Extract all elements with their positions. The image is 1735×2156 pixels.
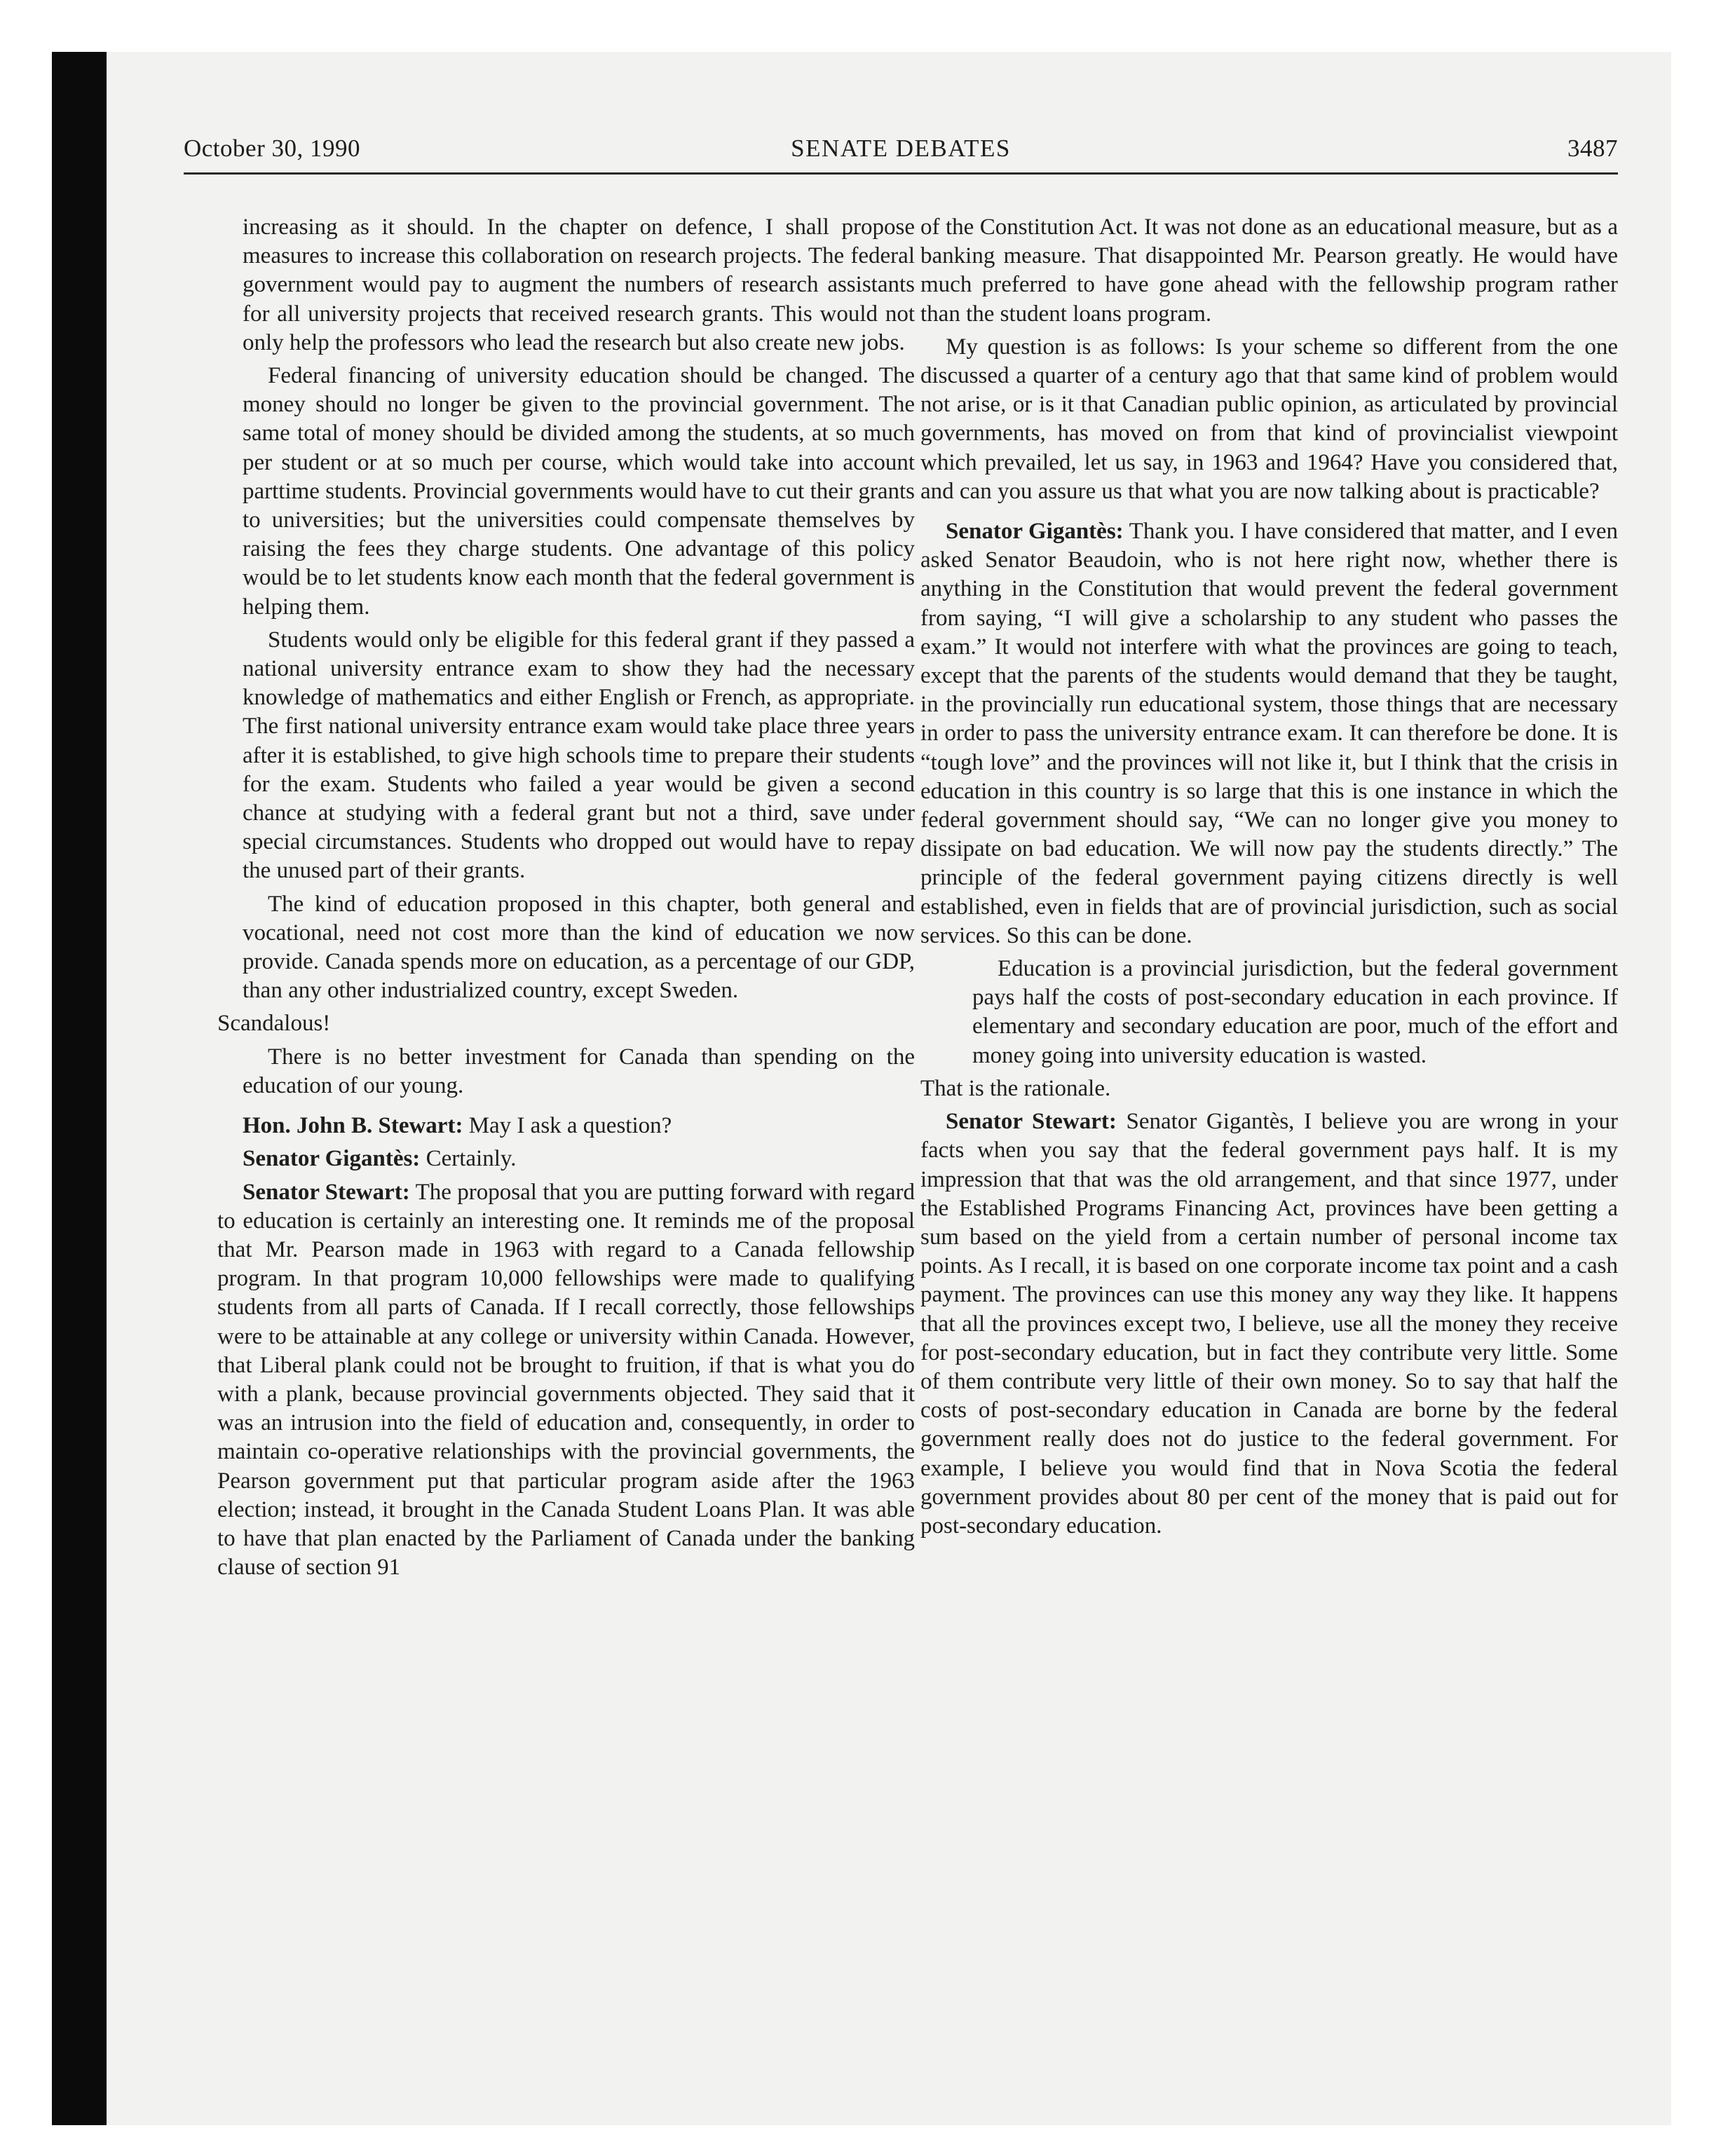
header-date: October 30, 1990 [184, 135, 360, 162]
quote-paragraph: Education is a provincial jurisdiction, but the federal government pays half the costs of post-secondary education in each province. If elementary and secondary education are poor, much of the effort and money going into university education is wasted. [972, 956, 1618, 1068]
paragraph: increasing as it should. In the chapter on defence, I shall propose measures to increase this collaboration on research projects. The federal government would pay to augment the numbers of research assistants for all university projects that received research grants. This would not only help the professors who lead the research but also create new jobs. [243, 214, 915, 355]
speech-paragraph [217, 1145, 915, 1173]
speech-text: Certainly. [420, 1146, 517, 1172]
paragraph: Students would only be eligible for this federal grant if they passed a national university entrance exam to show they had the necessary knowledge of mathematics and either English or French, as appropriate. The first national university entrance exam would take place three years after it is established, to give high schools time to prepare their students for the exam. Students who failed a year would be given a second chance at studying with a federal grant but not a third, save under special circumstances. Students who dropped out would have to repay the unused part of their grants. [243, 627, 915, 884]
paragraph: The kind of education proposed in this chapter, both general and vocational, need not cost more than the kind of education we now provide. Canada spends more on education, as a percentage of our GDP, than any other industrialized country, except Sweden. [243, 891, 915, 1004]
block-quote [920, 955, 1618, 1070]
paragraph: My question is as follows: Is your scheme so different from the one discussed a quarter of a century ago that that same kind of problem would not arise, or is it that Canadian public opinion, as articulated by provincial governments, has moved on from that kind of provincialist viewpoint which prevailed, let us say, in 1963 and 1964? Have you considered that, and can you assure us that what you are now talking about is practicable? [920, 334, 1618, 504]
speaker-name: Senator Stewart: [946, 1109, 1117, 1135]
interjection: Scandalous! [217, 1011, 331, 1037]
paragraph: That is the rationale. [920, 1075, 1111, 1101]
speaker-name: Senator Stewart: [243, 1179, 410, 1205]
speaker-name: Hon. John B. Stewart: [243, 1113, 463, 1139]
speaker-name: Senator Gigantès: [946, 519, 1124, 545]
right-column [920, 213, 1618, 1541]
scan-binding-edge [52, 52, 107, 2125]
speech-paragraph [920, 517, 1618, 950]
page-header [184, 132, 1618, 175]
speech-paragraph [920, 1107, 1618, 1541]
speaker-name: Senator Gigantès: [243, 1146, 421, 1172]
paragraph: Federal financing of university education should be changed. The money should no longer be given to the provincial government. The same total of money should be divided among the students, at so much per student or at so much per course, which would take into account parttime students. Provincial governments would have to cut their grants to universities; but the universities could compensate themselves by raising the fees they charge students. One advantage of this policy would be to let students know each month that the federal government is helping them. [243, 363, 915, 620]
paragraph: There is no better investment for Canada than spending on the education of our young. [243, 1044, 915, 1098]
header-page-number: 3487 [1567, 135, 1618, 162]
header-publication-title: SENATE DEBATES [791, 135, 1011, 162]
speech-text: May I ask a question? [463, 1113, 672, 1139]
speech-text: The proposal that you are putting forward with regard to education is certainly an interesting one. It reminds me of the proposal that Mr. Pearson made in 1963 with regard to a Canada fellowship program. In that program 10,000 fellowships were made to qualifying students from all parts of Canada. If I recall correctly, those fellowships were to be attainable at any college or university within Canada. However, that Liberal plank could not be brought to fruition, if that is what you do with a plank, because provincial governments objected. They said that it was an intrusion into the field of education and, consequently, in order to maintain co-operative relationships with the provincial governments, the Pearson government put that particular program aside after the 1963 election; instead, it brought in the Canada Student Loans Plan. It was able to have that plan enacted by the Parliament of Canada under the banking clause of section 91 [217, 1179, 916, 1581]
speech-text: Thank you. I have considered that matter, and I even asked Senator Beaudoin, who is not here right now, whether there is anything in the Constitution that would prevent the federal government from saying, “I will give a scholarship to any student who passes the exam.” It would not interfere with what the provinces are going to teach, except that the parents of the students would demand that they be taught, in the provincially run educational system, those things that are necessary in order to pass the university entrance exam. It can therefore be done. It is “tough love” and the provinces will not like it, but I think that the crisis in education in this country is so large that this is one instance in which the federal government should say, “We can no longer give you money to dissipate on bad education. We will now pay the students directly.” The principle of the federal government paying citizens directly is well established, even in fields that are of provincial jurisdiction, such as social services. So this can be done. [920, 519, 1618, 948]
speech-paragraph [217, 1112, 915, 1140]
left-column [217, 213, 915, 1582]
speech-text: Senator Gigantès, I believe you are wrong in your facts when you say that the federal government pays half. It is my impression that that was the old arrangement, and that since 1977, under the Established Programs Financing Act, provinces have been getting a sum based on the yield from a certain number of personal income tax points. As I recall, it is based on one corporate income tax point and a cash payment. The provinces can use this money any way they like. It happens that all the provinces except two, I believe, use all the money they receive for post-secondary education, but in fact they contribute very little. Some of them contribute very little of their own money. So to say that half the costs of post-secondary education in Canada are borne by the federal government really does not do justice to the federal government. For example, I believe you would find that in Nova Scotia the federal government provides about 80 per cent of the money that is paid out for post-secondary education. [920, 1109, 1618, 1538]
quoted-speech-block [217, 213, 915, 1100]
paragraph: of the Constitution Act. It was not done as an educational measure, but as a banking measure. That disappointed Mr. Pearson greatly. He would have much preferred to have gone ahead with the fellowship program rather than the student loans program. [920, 214, 1618, 327]
speech-paragraph [217, 1178, 915, 1583]
